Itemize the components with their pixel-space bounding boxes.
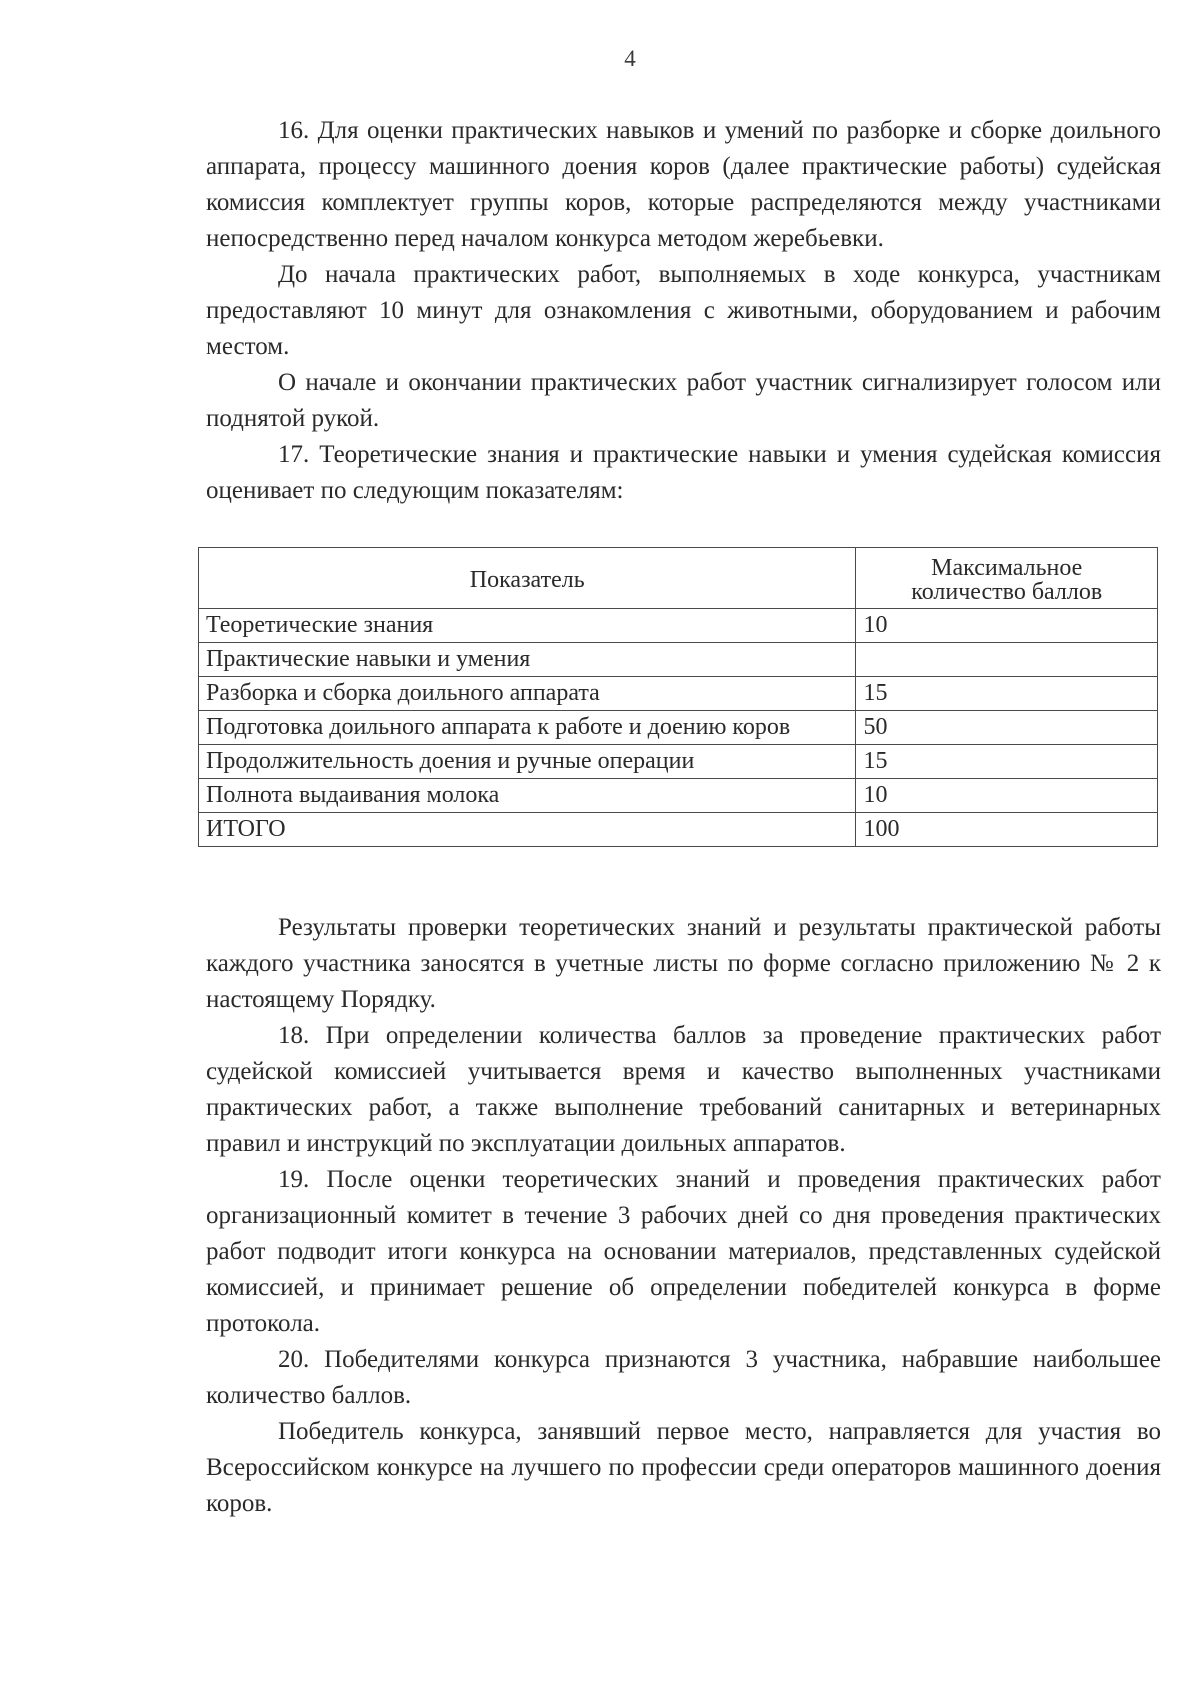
total-label-cell: ИТОГО: [199, 813, 856, 847]
paragraph-preparation-time: До начала практических работ, выполняемых в ходе конкурса, участникам предоставляют 10 минут для ознакомления с животными, оборудованием и рабочим местом.: [206, 261, 1161, 360]
table-row: [199, 677, 1158, 711]
paragraph-16: 16. Для оценки практических навыков и умений по разборке и сборке доильного аппарата, процессу машинного доения коров (далее практические работы) судейская комиссия комплектует группы коров, которые распределяются между участниками непосредственно перед началом конкурса методом жеребьевки.: [206, 117, 1161, 252]
table-row: [199, 745, 1158, 779]
max-cell: 15: [856, 677, 1158, 711]
max-cell: 10: [856, 779, 1158, 813]
table-header-row: [199, 548, 1158, 609]
indicator-cell: Теоретические знания: [199, 609, 856, 643]
indicator-cell: Разборка и сборка доильного аппарата: [199, 677, 856, 711]
header-max-points: [856, 548, 1158, 609]
paragraph-signal: О начале и окончании практических работ участник сигнализирует голосом или поднятой рукой.: [206, 369, 1161, 432]
paragraph-20: 20. Победителями конкурса признаются 3 участника, набравшие наибольшее количество баллов.: [206, 1346, 1161, 1409]
max-cell: [856, 643, 1158, 677]
paragraph-19: 19. После оценки теоретических знаний и проведения практических работ организационный комитет в течение 3 рабочих дней со дня проведения практических работ подводит итоги конкурса на основании материалов, представленных судейской комиссией, и принимает решение об определении победителей конкурса в форме протокола.: [206, 1166, 1161, 1337]
max-cell: 50: [856, 711, 1158, 745]
paragraph-18: 18. При определении количества баллов за проведение практических работ судейской комиссией учитывается время и качество выполненных участниками практических работ, а также выполнение требований санитарных и ветеринарных правил и инструкций по эксплуатации доильных аппаратов.: [206, 1022, 1161, 1157]
indicator-cell: Полнота выдаивания молока: [199, 779, 856, 813]
paragraph-17: 17. Теоретические знания и практические навыки и умения судейская комиссия оценивает по следующим показателям:: [206, 441, 1161, 504]
table-row-total: [199, 813, 1158, 847]
total-value-cell: 100: [856, 813, 1158, 847]
table-row: [199, 711, 1158, 745]
indicator-cell: Практические навыки и умения: [199, 643, 856, 677]
max-cell: 15: [856, 745, 1158, 779]
paragraph-winner: Победитель конкурса, занявший первое место, направляется для участия во Всероссийском конкурсе на лучшего по профессии среди операторов машинного доения коров.: [206, 1418, 1161, 1517]
header-indicator: Показатель: [199, 548, 856, 609]
score-table: [198, 547, 1158, 847]
table-row: [199, 779, 1158, 813]
paragraph-results: Результаты проверки теоретических знаний и результаты практической работы каждого участника заносятся в учетные листы по форме согласно приложению № 2 к настоящему Порядку.: [206, 914, 1161, 1013]
header-max-line2: количество баллов: [911, 579, 1103, 605]
table-row: [199, 643, 1158, 677]
text-block-bottom: [206, 910, 1161, 1522]
max-cell: 10: [856, 609, 1158, 643]
text-block-top: [206, 113, 1161, 509]
indicator-cell: Продолжительность доения и ручные операции: [199, 745, 856, 779]
table-row: [199, 609, 1158, 643]
header-max-line1: Максимальное: [931, 555, 1083, 581]
indicator-cell: Подготовка доильного аппарата к работе и доению коров: [199, 711, 856, 745]
page-number: 4: [624, 46, 636, 71]
